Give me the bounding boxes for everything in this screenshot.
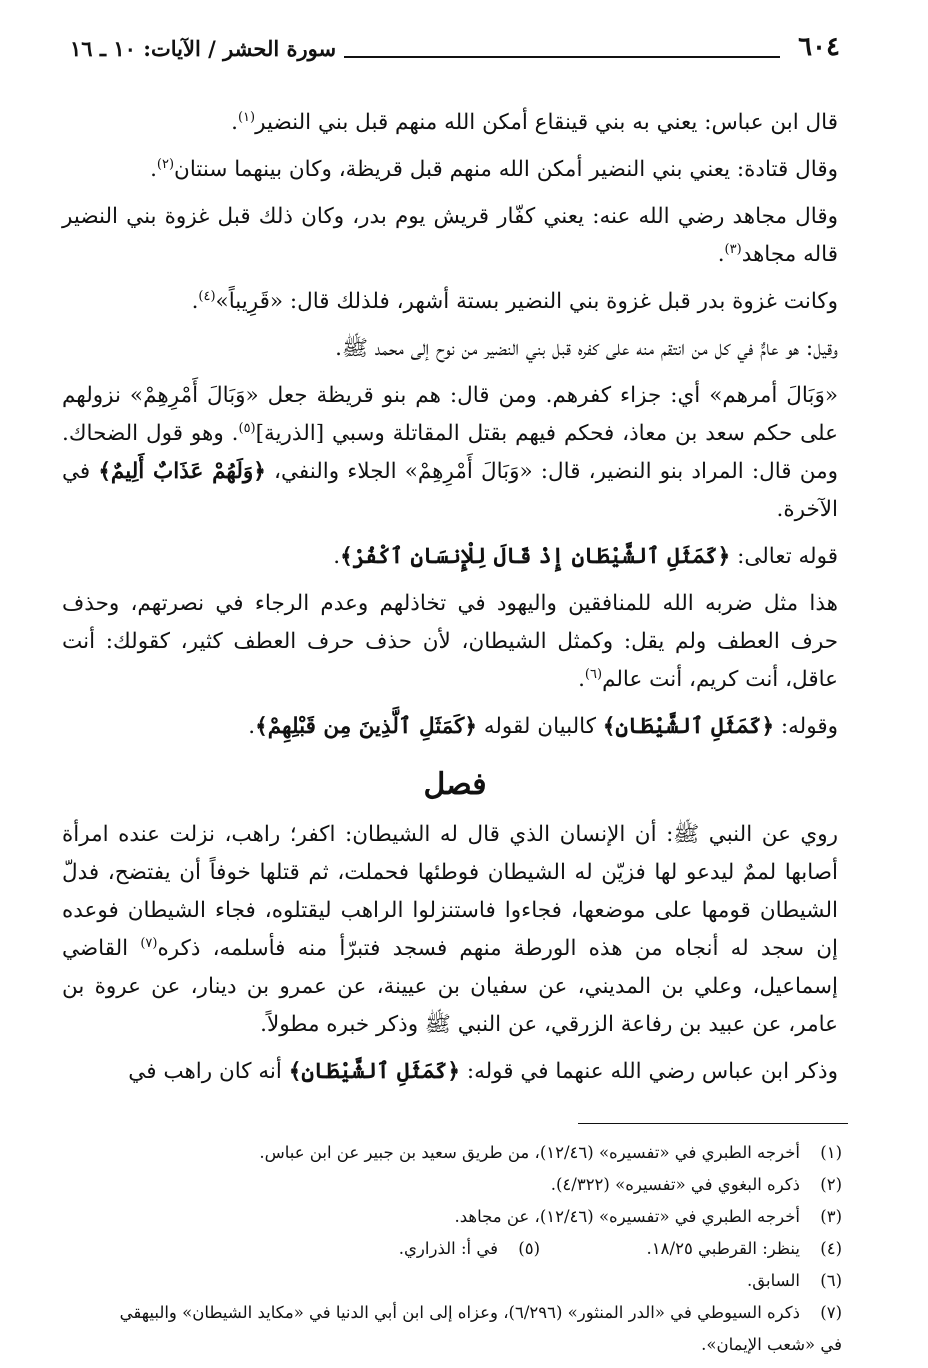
paragraph: قال ابن عباس: يعني به بني قينقاع أمكن الله منهم قبل بني النضير$^{(١)}$.	[231, 109, 838, 135]
paragraph: وقيل: هو عامٌّ في كل من انتقم منه على كفره قبل بني النضير من نوح إلى محمد ﷺ.	[335, 336, 838, 361]
footnote-continuation: في «شعب الإيمان».	[701, 1335, 842, 1354]
footnote: (٤)ينظر: القرطبي ١٨/٢٥.(٥)في أ: الذراري.	[398, 1239, 842, 1258]
quran-verse: ﴿كَمَثَلِ ٱلشَّيْطَانِ إِذْ قَالَ لِلْإِنسَانِ ٱكْفُرْ﴾	[340, 544, 731, 569]
paragraph: «وَبَالَ أمرهم» أي: جزاء كفرهم. ومن قال: هم بنو قريظة جعل «وَبَالَ أَمْرِهِمْ» نزولهم على حكم سعد بن معاذ، فحكم فيهم بقتل المقاتلة وسبي [الذرية]$^{(٥)}$. وهو قول الضحاك. ومن قال: المراد بنو النضير، قال: «وَبَالَ أَمْرِهِمْ» الجلاء والنفي، ﴿وَلَهُمْ عَذَابٌ أَلِيمٌ﴾ في الآخرة.	[62, 383, 839, 522]
paragraph: قوله تعالى: ﴿كَمَثَلِ ٱلشَّيْطَانِ إِذْ قَالَ لِلْإِنسَانِ ٱكْفُرْ﴾.	[333, 544, 838, 569]
page	[62, 28, 848, 1354]
paragraph: هذا مثل ضربه الله للمنافقين واليهود في تخاذلهم وعدم الرجاء في نصرتهم، وحذف حرف العطف ولم يقل: وكمثل الشيطان، لأن حذف حرف العطف كثير، كقولك: أنت عاقل، أنت كريم، أنت عالم$^{(٦)}$.	[62, 591, 838, 692]
paragraph: وكانت غزوة بدر قبل غزوة بني النضير بستة أشهر، فلذلك قال: «قَرِيباً»$^{(٤)}$.	[191, 288, 838, 314]
footnote-mark: (٣)	[724, 241, 742, 257]
footnote: (٢)ذكره البغوي في «تفسيره» (٤/٣٢٢).	[550, 1175, 842, 1194]
running-title: سورة الحشر / الآيات: ١٠ ـ ١٦	[70, 36, 337, 61]
header-rule	[344, 56, 780, 58]
paragraph: وقال مجاهد رضي الله عنه: يعني كفّار قريش يوم بدر، وكان ذلك قبل غزوة بني النضير قاله مجاهد$^{(٣)}$.	[62, 204, 838, 267]
paragraph: وذكر ابن عباس رضي الله عنهما في قوله: ﴿كَمَثَلِ ٱلشَّيْطَانِ﴾ أنه كان راهب في	[128, 1059, 838, 1084]
quran-verse: ﴿كَمَثَلِ ٱلَّذِينَ مِن قَبْلِهِمْ﴾	[255, 714, 477, 739]
footnotes	[62, 1138, 848, 1360]
footnote: (٧)ذكره السيوطي في «الدر المنثور» (٦/٢٩٦)، وعزاه إلى ابن أبي الدنيا في «مكايد الشيطان» والبيهقي	[119, 1303, 842, 1322]
paragraph: وقال قتادة: يعني بني النضير أمكن الله منهم قبل قريظة، وكان بينهما سنتان$^{(٢)}$.	[150, 156, 838, 182]
footnote-separator	[578, 1123, 848, 1124]
main-text	[62, 104, 848, 1091]
section-heading: فصل	[423, 767, 487, 802]
footnote-mark: (١)	[237, 109, 256, 125]
footnote: (١)أخرجه الطبري في «تفسيره» (١٢/٤٦)، من طريق سعيد بن جبير عن ابن عباس.	[259, 1143, 842, 1162]
paragraph: روي عن النبي ﷺ: أن الإنسان الذي قال له الشيطان: اكفر؛ راهب، نزلت عنده امرأة أصابها لممٌ ليدعو لها فزيّن له الشيطان فوطئها فحملت، ثم قتلها خوفاً أن يفتضح، فدلّ الشيطان قومها على موضعها، فجاءوا فاستنزلوا الراهب ليقتلوه، فجاء الشيطان فوعده إن سجد له أنجاه من هذه الورطة منهم فسجد فتبرّأ منه فأسلمه، ذكره$^{(٧)}$ القاضي إسماعيل، وعلي بن المديني، عن سفيان بن عيينة، عن عمرو بن دينار، عن عروة بن عامر، عن عبيد بن رفاعة الزرقي، عن النبي ﷺ وذكر خبره مطولاً.	[62, 822, 838, 1037]
footnote-mark: (٧)	[140, 935, 158, 951]
footnote: (٦)السابق.	[747, 1271, 842, 1290]
quran-verse: ﴿كَمَثَلِ ٱلشَّيْطَانِ﴾	[602, 714, 775, 739]
footnote-mark: (٦)	[584, 666, 603, 682]
quran-verse: ﴿وَلَهُمْ عَذَابٌ أَلِيمٌ﴾	[98, 459, 266, 484]
paragraph: وقوله: ﴿كَمَثَلِ ٱلشَّيْطَانِ﴾ كالبيان لقوله ﴿كَمَثَلِ ٱلَّذِينَ مِن قَبْلِهِمْ﴾.	[248, 714, 838, 739]
footnote-mark: (٥)	[238, 420, 256, 436]
footnote: (٣)أخرجه الطبري في «تفسيره» (١٢/٤٦)، عن مجاهد.	[454, 1207, 842, 1226]
footnote-mark: (٢)	[156, 156, 175, 172]
footnote-mark: (٤)	[198, 288, 216, 304]
page-number: ٦٠٤	[798, 32, 840, 62]
quran-verse: ﴿كَمَثَلِ ٱلشَّيْطَانِ﴾	[288, 1059, 460, 1084]
page-header	[62, 28, 848, 64]
